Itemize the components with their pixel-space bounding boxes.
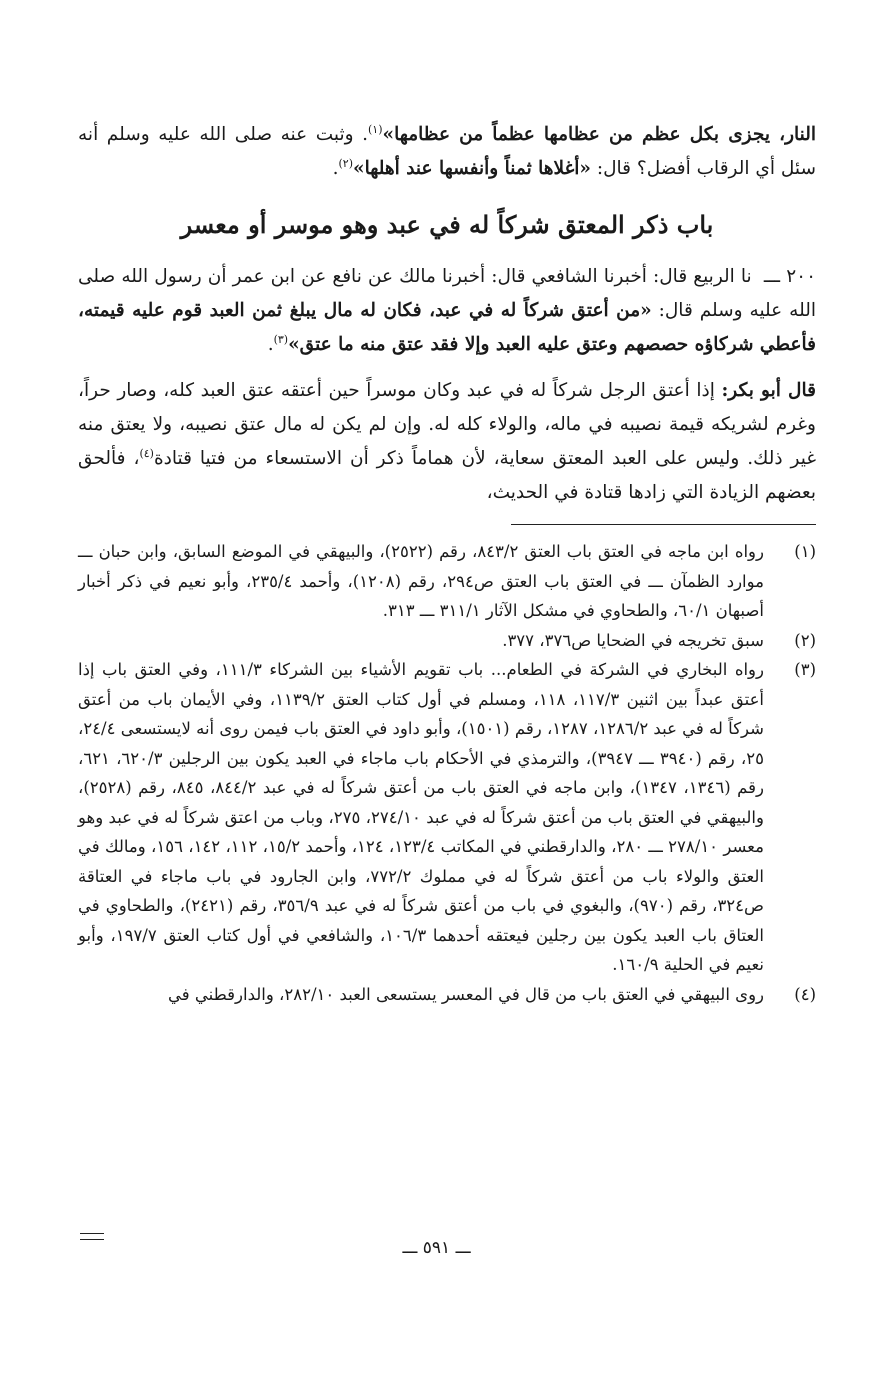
intro-bold-text-2: «أغلاها ثمناً وأنفسها عند أهلها» (353, 158, 591, 179)
hadith-bold-text: «من أعتق شركاً له في عبد، فكان له مال يبلغ ثمن العبد قوم عليه قيمته، فأعطي شركاؤه حصصهم وعتق عليه العبد وإلا فقد عتق منه ما عتق» (78, 300, 816, 355)
footnote-text: روى البيهقي في العتق باب من قال في المعسر يستسعى العبد ٢٨٢/١٠، والدارقطني في (167, 984, 764, 1004)
hadith-paragraph (78, 260, 816, 362)
footnote-number: (٢) (794, 630, 816, 650)
hadith-chain-text: نا الربيع قال: أخبرنا الشافعي قال: أخبرنا مالك عن نافع عن ابن عمر أن رسول الله صلى الله عليه وسلم قال: (78, 266, 816, 321)
footnote-number: (١) (794, 542, 816, 561)
intro-bold-text-1: النار، يجزى بكل عظم من عظامها عظماً من عظامها» (382, 124, 816, 145)
page-number: ـــ ٥٩١ ـــ (402, 1238, 471, 1258)
footnote-ref-2[interactable]: (٢) (338, 156, 354, 170)
intro-text: . وثبت عنه صلى الله عليه وسلم أنه سئل أي الرقاب أفضل؟ قال: (78, 124, 816, 179)
footnotes (78, 537, 816, 1009)
intro-end: . (332, 158, 339, 179)
commentary-speaker: قال أبو بكر: (721, 380, 816, 401)
footnote-text: سبق تخريجه في الضحايا ص٣٧٦، ٣٧٧. (502, 630, 764, 650)
intro-paragraph (78, 118, 816, 186)
page-body (78, 118, 816, 1009)
footnote-item (78, 980, 816, 1010)
footnote-ref-3[interactable]: (٣) (273, 332, 289, 346)
footnote-number: (٤) (794, 984, 816, 1004)
commentary-paragraph (78, 374, 816, 510)
hadith-end: . (267, 334, 274, 355)
commentary-text-1: إذا أعتق الرجل شركاً له في عبد وكان موسراً حين أعتقه عتق العبد كله، وصار حراً، وغرم لشريكه قيمة نصيبه في ماله، والولاء كله له. وإن لم يكن له مال عتق نصيبه، ولا يعتق منه غير ذلك. وليس على العبد المعتق سعاية، لأن هماماً ذكر أن الاستسعاء من فتيا قتادة (78, 380, 817, 469)
footnote-item (78, 626, 816, 656)
footnote-text: رواه ابن ماجه في العتق باب العتق ٨٤٣/٢، رقم (٢٥٢٢)، والبيهقي في الموضع السابق، وابن حبان ـــ موارد الظمآن ـــ في العتق باب العتق ص٢٩٤، رقم (١٢٠٨)، وأحمد ٢٣٥/٤، وأبو نعيم في ذكر أخبار أصبهان ٦٠/١، والطحاوي في مشكل الآثار ٣١١/١ ـــ ٣١٣. (78, 542, 764, 620)
footnote-ref-1[interactable]: (١) (368, 122, 383, 136)
footnote-ref-4[interactable]: (٤) (139, 446, 154, 460)
commentary-text-2: ، فألحق بعضهم الزيادة التي زادها قتادة في الحديث، (78, 448, 816, 503)
footnote-separator (511, 524, 816, 525)
chapter-heading: باب ذكر المعتق شركاً له في عبد وهو موسر أو معسر (180, 210, 714, 239)
hadith-number: ٢٠٠ ـــ (763, 266, 817, 287)
footnote-number: (٣) (794, 660, 816, 679)
footnote-item (78, 537, 816, 626)
footnote-text: رواه البخاري في الشركة في الطعام... باب تقويم الأشياء بين الشركاء ١١١/٣، وفي العتق باب إذا أعتق عبداً بين اثنين ١١٧/٣، ١١٨، ومسلم في أول كتاب العتق ١١٣٩/٢، وفي الأيمان باب من أعتق شركاً له في عبد ١٢٨٦/٢، ١٢٨٧، رقم (١٥٠١)، وأبو داود في العتق باب فيمن روى أنه لايستسعى ٢٤/٤، ٢٥، رقم (٣٩٤٠ ـــ ٣٩٤٧)، والترمذي في الأحكام باب ماجاء في العبد يكون بين الرجلين ٦٢٠/٣، ٦٢١، رقم (١٣٤٦، ١٣٤٧)، وابن ماجه في العتق باب من أعتق شركاً له في عبد ٨٤٤/٢، ٨٤٥، رقم (٢٥٢٨)، والبيهقي في العتق باب من أعتق شركاً له في عبد ٢٧٤/١٠، ٢٧٥، وباب من اعتق شركاً له في عبد وهو معسر ٢٧٨/١٠ ـــ ٢٨٠، والدارقطني في المكاتب ١٢٣/٤، ١٢٤، وأحمد ١٥/٢، ١١٢، ١٤٢، ١٥٦، ومالك في العتق والولاء باب من أعتق شركاً له في مملوك ٧٧٢/٢، وابن الجارود في باب ماجاء في العتاقة ص٣٢٤، رقم (٩٧٠)، والبغوي في باب من أعتق شركاً له في عبد ٣٥٦/٩، رقم (٢٤٢١)، والطحاوي في العتاق باب العبد يكون بين رجلين فيعتقه أحدهما ١٠٦/٣، والشافعي في أول كتاب العتق ١٩٧/٧، وأبو نعيم في الحلية ١٦٠/٩. (78, 660, 765, 974)
footnote-item (78, 655, 816, 980)
